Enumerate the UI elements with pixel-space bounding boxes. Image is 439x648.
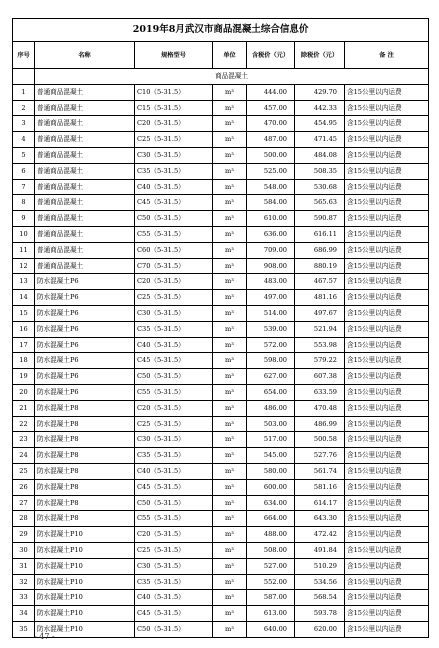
cell-no: 30 [13, 542, 35, 558]
cell-unit: m³ [213, 290, 247, 306]
table-row [13, 211, 429, 227]
cell-price-notax: 454.95 [295, 116, 345, 132]
section-label: 商品混凝土 [35, 69, 429, 85]
cell-name: 防水混凝土P10 [35, 574, 135, 590]
cell-unit: m³ [213, 147, 247, 163]
cell-spec: C55（5-31.5） [135, 226, 213, 242]
cell-unit: m³ [213, 542, 247, 558]
cell-price-tax: 627.00 [247, 369, 295, 385]
table-row [13, 116, 429, 132]
cell-unit: m³ [213, 258, 247, 274]
table-row [13, 100, 429, 116]
cell-note: 含15公里以内运费 [345, 290, 429, 306]
cell-price-tax: 709.00 [247, 242, 295, 258]
cell-price-tax: 613.00 [247, 606, 295, 622]
cell-spec: C40（5-31.5） [135, 337, 213, 353]
cell-price-notax: 568.54 [295, 590, 345, 606]
cell-price-tax: 580.00 [247, 463, 295, 479]
cell-unit: m³ [213, 384, 247, 400]
cell-spec: C40（5-31.5） [135, 179, 213, 195]
header-price-notax: 除税价（元） [295, 42, 345, 69]
cell-spec: C60（5-31.5） [135, 242, 213, 258]
cell-price-tax: 552.00 [247, 574, 295, 590]
cell-note: 含15公里以内运费 [345, 574, 429, 590]
header-price-tax: 含税价（元） [247, 42, 295, 69]
header-no: 序号 [13, 42, 35, 69]
cell-spec: C25（5-31.5） [135, 416, 213, 432]
cell-spec: C45（5-31.5） [135, 195, 213, 211]
cell-no: 28 [13, 511, 35, 527]
cell-name: 普通商品混凝土 [35, 100, 135, 116]
cell-price-notax: 486.99 [295, 416, 345, 432]
cell-unit: m³ [213, 590, 247, 606]
table-row [13, 574, 429, 590]
cell-note: 含15公里以内运费 [345, 353, 429, 369]
cell-note: 含15公里以内运费 [345, 511, 429, 527]
cell-price-notax: 497.67 [295, 305, 345, 321]
cell-unit: m³ [213, 353, 247, 369]
header-unit: 单位 [213, 42, 247, 69]
cell-note: 含15公里以内运费 [345, 132, 429, 148]
cell-note: 含15公里以内运费 [345, 84, 429, 100]
cell-price-tax: 497.00 [247, 290, 295, 306]
cell-spec: C35（5-31.5） [135, 448, 213, 464]
cell-no: 13 [13, 274, 35, 290]
header-row [13, 42, 429, 69]
cell-price-tax: 545.00 [247, 448, 295, 464]
cell-name: 防水混凝土P8 [35, 432, 135, 448]
cell-price-notax: 491.84 [295, 542, 345, 558]
cell-no: 8 [13, 195, 35, 211]
cell-spec: C50（5-31.5） [135, 495, 213, 511]
table-row [13, 463, 429, 479]
cell-price-tax: 584.00 [247, 195, 295, 211]
cell-name: 防水混凝土P10 [35, 542, 135, 558]
cell-no: 15 [13, 305, 35, 321]
cell-no: 34 [13, 606, 35, 622]
cell-unit: m³ [213, 242, 247, 258]
cell-price-tax: 664.00 [247, 511, 295, 527]
cell-no: 10 [13, 226, 35, 242]
cell-spec: C20（5-31.5） [135, 116, 213, 132]
cell-name: 普通商品混凝土 [35, 84, 135, 100]
cell-spec: C50（5-31.5） [135, 621, 213, 637]
cell-note: 含15公里以内运费 [345, 542, 429, 558]
table-row [13, 353, 429, 369]
table-row [13, 558, 429, 574]
header-note: 备 注 [345, 42, 429, 69]
cell-name: 防水混凝土P6 [35, 384, 135, 400]
page-number: - 47 - [34, 632, 55, 641]
cell-spec: C45（5-31.5） [135, 479, 213, 495]
cell-price-tax: 487.00 [247, 132, 295, 148]
cell-note: 含15公里以内运费 [345, 416, 429, 432]
cell-name: 普通商品混凝土 [35, 226, 135, 242]
cell-price-notax: 481.16 [295, 290, 345, 306]
cell-name: 防水混凝土P8 [35, 511, 135, 527]
cell-note: 含15公里以内运费 [345, 479, 429, 495]
table-row [13, 321, 429, 337]
cell-unit: m³ [213, 337, 247, 353]
cell-price-notax: 616.11 [295, 226, 345, 242]
cell-price-tax: 527.00 [247, 558, 295, 574]
cell-spec: C40（5-31.5） [135, 590, 213, 606]
cell-unit: m³ [213, 527, 247, 543]
cell-price-notax: 442.33 [295, 100, 345, 116]
cell-note: 含15公里以内运费 [345, 100, 429, 116]
cell-note: 含15公里以内运费 [345, 226, 429, 242]
cell-note: 含15公里以内运费 [345, 527, 429, 543]
cell-spec: C30（5-31.5） [135, 558, 213, 574]
cell-unit: m³ [213, 479, 247, 495]
cell-price-tax: 483.00 [247, 274, 295, 290]
cell-note: 含15公里以内运费 [345, 321, 429, 337]
cell-price-notax: 470.48 [295, 400, 345, 416]
cell-price-notax: 429.70 [295, 84, 345, 100]
cell-price-notax: 686.99 [295, 242, 345, 258]
cell-name: 普通商品混凝土 [35, 116, 135, 132]
cell-price-notax: 581.16 [295, 479, 345, 495]
cell-spec: C30（5-31.5） [135, 305, 213, 321]
cell-name: 防水混凝土P6 [35, 353, 135, 369]
cell-note: 含15公里以内运费 [345, 448, 429, 464]
cell-unit: m³ [213, 495, 247, 511]
cell-note: 含15公里以内运费 [345, 163, 429, 179]
cell-unit: m³ [213, 195, 247, 211]
table-row [13, 416, 429, 432]
cell-price-tax: 600.00 [247, 479, 295, 495]
cell-name: 防水混凝土P6 [35, 369, 135, 385]
cell-unit: m³ [213, 226, 247, 242]
cell-price-notax: 508.35 [295, 163, 345, 179]
cell-no: 24 [13, 448, 35, 464]
cell-price-notax: 561.74 [295, 463, 345, 479]
title-row [13, 19, 429, 42]
cell-price-tax: 514.00 [247, 305, 295, 321]
table-row [13, 432, 429, 448]
cell-no: 9 [13, 211, 35, 227]
table-row [13, 448, 429, 464]
cell-unit: m³ [213, 463, 247, 479]
cell-name: 普通商品混凝土 [35, 147, 135, 163]
table-row [13, 147, 429, 163]
cell-price-tax: 587.00 [247, 590, 295, 606]
cell-price-tax: 598.00 [247, 353, 295, 369]
cell-no: 33 [13, 590, 35, 606]
cell-unit: m³ [213, 163, 247, 179]
cell-note: 含15公里以内运费 [345, 179, 429, 195]
cell-no: 12 [13, 258, 35, 274]
cell-no: 35 [13, 621, 35, 637]
table-row [13, 384, 429, 400]
cell-price-notax: 530.68 [295, 179, 345, 195]
cell-note: 含15公里以内运费 [345, 400, 429, 416]
cell-note: 含15公里以内运费 [345, 590, 429, 606]
cell-price-tax: 908.00 [247, 258, 295, 274]
cell-spec: C35（5-31.5） [135, 321, 213, 337]
cell-price-notax: 579.22 [295, 353, 345, 369]
cell-note: 含15公里以内运费 [345, 432, 429, 448]
price-table [12, 18, 429, 638]
table-row [13, 226, 429, 242]
cell-price-notax: 620.00 [295, 621, 345, 637]
cell-no: 31 [13, 558, 35, 574]
price-sheet [12, 18, 428, 638]
cell-spec: C50（5-31.5） [135, 211, 213, 227]
cell-no: 21 [13, 400, 35, 416]
table-row [13, 527, 429, 543]
cell-spec: C55（5-31.5） [135, 511, 213, 527]
cell-name: 普通商品混凝土 [35, 163, 135, 179]
cell-note: 含15公里以内运费 [345, 116, 429, 132]
cell-note: 含15公里以内运费 [345, 495, 429, 511]
cell-price-tax: 503.00 [247, 416, 295, 432]
cell-spec: C25（5-31.5） [135, 290, 213, 306]
cell-name: 普通商品混凝土 [35, 258, 135, 274]
cell-price-notax: 633.59 [295, 384, 345, 400]
table-row [13, 606, 429, 622]
cell-name: 防水混凝土P10 [35, 558, 135, 574]
cell-unit: m³ [213, 132, 247, 148]
cell-price-tax: 500.00 [247, 147, 295, 163]
table-row [13, 337, 429, 353]
cell-price-tax: 488.00 [247, 527, 295, 543]
cell-note: 含15公里以内运费 [345, 211, 429, 227]
cell-name: 防水混凝土P6 [35, 321, 135, 337]
cell-name: 防水混凝土P6 [35, 305, 135, 321]
cell-name: 防水混凝土P8 [35, 416, 135, 432]
cell-price-tax: 654.00 [247, 384, 295, 400]
cell-no: 26 [13, 479, 35, 495]
cell-spec: C45（5-31.5） [135, 606, 213, 622]
header-name: 名称 [35, 42, 135, 69]
cell-note: 含15公里以内运费 [345, 621, 429, 637]
cell-note: 含15公里以内运费 [345, 337, 429, 353]
cell-price-tax: 470.00 [247, 116, 295, 132]
cell-spec: C20（5-31.5） [135, 527, 213, 543]
cell-spec: C30（5-31.5） [135, 147, 213, 163]
cell-no: 1 [13, 84, 35, 100]
cell-price-notax: 607.38 [295, 369, 345, 385]
cell-price-notax: 565.63 [295, 195, 345, 211]
cell-spec: C25（5-31.5） [135, 542, 213, 558]
table-row [13, 511, 429, 527]
cell-unit: m³ [213, 574, 247, 590]
cell-price-notax: 467.57 [295, 274, 345, 290]
table-row [13, 400, 429, 416]
section-row [13, 69, 429, 85]
table-row [13, 132, 429, 148]
cell-name: 普通商品混凝土 [35, 195, 135, 211]
cell-price-notax: 593.78 [295, 606, 345, 622]
cell-name: 普通商品混凝土 [35, 242, 135, 258]
cell-spec: C45（5-31.5） [135, 353, 213, 369]
cell-name: 普通商品混凝土 [35, 179, 135, 195]
cell-name: 普通商品混凝土 [35, 132, 135, 148]
cell-unit: m³ [213, 558, 247, 574]
cell-note: 含15公里以内运费 [345, 305, 429, 321]
cell-note: 含15公里以内运费 [345, 242, 429, 258]
cell-spec: C20（5-31.5） [135, 274, 213, 290]
cell-no: 16 [13, 321, 35, 337]
cell-no: 20 [13, 384, 35, 400]
cell-no: 29 [13, 527, 35, 543]
cell-price-tax: 636.00 [247, 226, 295, 242]
cell-price-tax: 572.00 [247, 337, 295, 353]
cell-no: 2 [13, 100, 35, 116]
cell-unit: m³ [213, 84, 247, 100]
cell-name: 防水混凝土P8 [35, 463, 135, 479]
cell-no: 25 [13, 463, 35, 479]
cell-spec: C10（5-31.5） [135, 84, 213, 100]
table-row [13, 195, 429, 211]
cell-name: 防水混凝土P8 [35, 448, 135, 464]
cell-price-notax: 472.42 [295, 527, 345, 543]
cell-unit: m³ [213, 606, 247, 622]
table-row [13, 542, 429, 558]
cell-spec: C55（5-31.5） [135, 384, 213, 400]
cell-price-tax: 634.00 [247, 495, 295, 511]
cell-unit: m³ [213, 448, 247, 464]
cell-price-tax: 444.00 [247, 84, 295, 100]
cell-unit: m³ [213, 179, 247, 195]
cell-price-notax: 553.98 [295, 337, 345, 353]
cell-spec: C15（5-31.5） [135, 100, 213, 116]
cell-spec: C50（5-31.5） [135, 369, 213, 385]
cell-no: 5 [13, 147, 35, 163]
cell-unit: m³ [213, 621, 247, 637]
cell-price-notax: 484.08 [295, 147, 345, 163]
cell-no: 6 [13, 163, 35, 179]
cell-name: 防水混凝土P10 [35, 621, 135, 637]
table-row [13, 479, 429, 495]
cell-spec: C35（5-31.5） [135, 163, 213, 179]
cell-unit: m³ [213, 116, 247, 132]
page-title: 2019年8月武汉市商品混凝土综合信息价 [13, 19, 429, 42]
cell-note: 含15公里以内运费 [345, 558, 429, 574]
cell-note: 含15公里以内运费 [345, 384, 429, 400]
cell-spec: C70（5-31.5） [135, 258, 213, 274]
cell-note: 含15公里以内运费 [345, 463, 429, 479]
cell-no: 27 [13, 495, 35, 511]
cell-no: 23 [13, 432, 35, 448]
cell-name: 防水混凝土P8 [35, 495, 135, 511]
cell-no: 18 [13, 353, 35, 369]
table-row [13, 305, 429, 321]
cell-price-tax: 539.00 [247, 321, 295, 337]
table-row [13, 242, 429, 258]
cell-price-notax: 614.17 [295, 495, 345, 511]
cell-no: 14 [13, 290, 35, 306]
cell-name: 防水混凝土P6 [35, 290, 135, 306]
table-row [13, 621, 429, 637]
table-row [13, 84, 429, 100]
cell-price-notax: 471.45 [295, 132, 345, 148]
cell-price-notax: 880.19 [295, 258, 345, 274]
cell-no: 7 [13, 179, 35, 195]
cell-unit: m³ [213, 100, 247, 116]
table-row [13, 369, 429, 385]
cell-unit: m³ [213, 432, 247, 448]
cell-price-notax: 527.76 [295, 448, 345, 464]
cell-name: 防水混凝土P6 [35, 337, 135, 353]
cell-unit: m³ [213, 274, 247, 290]
cell-no: 19 [13, 369, 35, 385]
cell-unit: m³ [213, 511, 247, 527]
cell-price-tax: 457.00 [247, 100, 295, 116]
cell-name: 防水混凝土P10 [35, 527, 135, 543]
header-spec: 规格型号 [135, 42, 213, 69]
cell-note: 含15公里以内运费 [345, 369, 429, 385]
cell-price-notax: 534.56 [295, 574, 345, 590]
cell-unit: m³ [213, 211, 247, 227]
cell-note: 含15公里以内运费 [345, 606, 429, 622]
section-blank [13, 69, 35, 85]
cell-unit: m³ [213, 400, 247, 416]
cell-price-tax: 548.00 [247, 179, 295, 195]
cell-spec: C40（5-31.5） [135, 463, 213, 479]
cell-price-notax: 500.58 [295, 432, 345, 448]
cell-spec: C35（5-31.5） [135, 574, 213, 590]
cell-unit: m³ [213, 321, 247, 337]
cell-name: 防水混凝土P8 [35, 400, 135, 416]
cell-price-tax: 486.00 [247, 400, 295, 416]
cell-no: 4 [13, 132, 35, 148]
cell-spec: C20（5-31.5） [135, 400, 213, 416]
cell-no: 22 [13, 416, 35, 432]
table-row [13, 274, 429, 290]
table-row [13, 495, 429, 511]
cell-spec: C30（5-31.5） [135, 432, 213, 448]
cell-unit: m³ [213, 416, 247, 432]
cell-note: 含15公里以内运费 [345, 147, 429, 163]
cell-no: 32 [13, 574, 35, 590]
cell-name: 普通商品混凝土 [35, 211, 135, 227]
table-row [13, 258, 429, 274]
cell-price-notax: 521.94 [295, 321, 345, 337]
cell-price-tax: 517.00 [247, 432, 295, 448]
cell-name: 防水混凝土P6 [35, 274, 135, 290]
cell-price-notax: 643.30 [295, 511, 345, 527]
cell-no: 11 [13, 242, 35, 258]
cell-no: 17 [13, 337, 35, 353]
cell-price-tax: 640.00 [247, 621, 295, 637]
cell-unit: m³ [213, 369, 247, 385]
cell-price-tax: 508.00 [247, 542, 295, 558]
cell-price-tax: 525.00 [247, 163, 295, 179]
cell-price-tax: 610.00 [247, 211, 295, 227]
cell-note: 含15公里以内运费 [345, 195, 429, 211]
cell-name: 防水混凝土P10 [35, 606, 135, 622]
cell-spec: C25（5-31.5） [135, 132, 213, 148]
cell-note: 含15公里以内运费 [345, 258, 429, 274]
table-row [13, 163, 429, 179]
table-row [13, 590, 429, 606]
cell-note: 含15公里以内运费 [345, 274, 429, 290]
cell-no: 3 [13, 116, 35, 132]
table-row [13, 290, 429, 306]
cell-name: 防水混凝土P8 [35, 479, 135, 495]
cell-price-notax: 590.87 [295, 211, 345, 227]
cell-name: 防水混凝土P10 [35, 590, 135, 606]
cell-price-notax: 510.29 [295, 558, 345, 574]
table-row [13, 179, 429, 195]
cell-unit: m³ [213, 305, 247, 321]
